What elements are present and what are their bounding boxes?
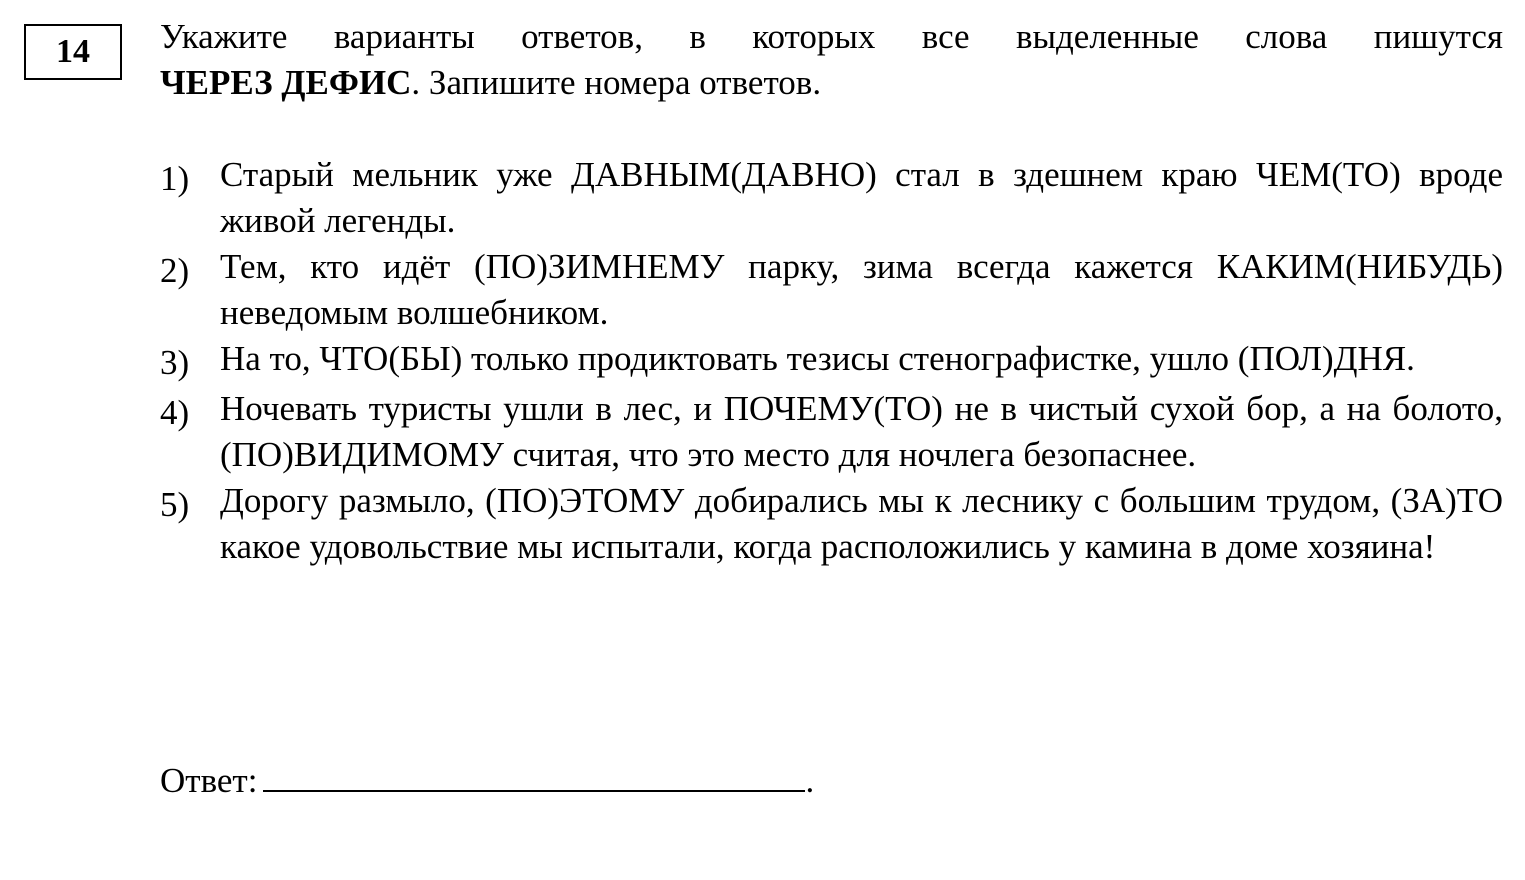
- option-text: Старый мельник уже ДАВНЫМ(ДАВНО) стал в здешнем краю ЧЕМ(ТО) вроде живой легенды.: [220, 155, 1503, 240]
- option-2: [160, 244, 1503, 336]
- option-4: [160, 386, 1503, 478]
- option-text: Дорогу размыло, (ПО)ЭТОМУ добирались мы к леснику с большим трудом, (ЗА)ТО какое удовольствие мы испытали, когда расположились у камина в доме хозяина!: [220, 481, 1503, 566]
- option-number: 4): [160, 393, 190, 432]
- option-text: На то, ЧТО(БЫ) только продиктовать тезисы стенографистке, ушло (ПОЛ)ДНЯ.: [220, 339, 1415, 378]
- option-number: 2): [160, 251, 190, 290]
- task-number-box: [24, 24, 122, 80]
- answer-options-list: [160, 152, 1503, 570]
- answer-label: Ответ:: [160, 761, 258, 800]
- instruction-emphasis: ЧЕРЕЗ ДЕФИС: [160, 63, 412, 102]
- option-text: Ночевать туристы ушли в лес, и ПОЧЕМУ(ТО) не в чистый сухой бор, а на болото, (ПО)ВИДИМОМУ считая, что это место для ночлега безопаснее.: [220, 389, 1503, 474]
- option-text: Тем, кто идёт (ПО)ЗИМНЕМУ парку, зима всегда кажется КАКИМ(НИБУДЬ) неведомым волшебником.: [220, 247, 1503, 332]
- option-number: 3): [160, 343, 190, 382]
- task-instruction: [160, 14, 1503, 106]
- option-number: 5): [160, 485, 190, 524]
- instruction-tail: . Запишите номера ответов.: [411, 63, 822, 102]
- option-number: 1): [160, 159, 190, 198]
- instruction-line-2: [160, 60, 1503, 106]
- option-3: [160, 336, 1503, 386]
- answer-end: .: [805, 761, 815, 800]
- answer-row: [160, 756, 814, 804]
- instruction-line-1: Укажите варианты ответов, в которых все выделенные слова пишутся: [160, 17, 1503, 56]
- option-5: [160, 478, 1503, 570]
- task-number: 14: [56, 33, 90, 70]
- option-1: [160, 152, 1503, 244]
- answer-field[interactable]: [263, 756, 805, 792]
